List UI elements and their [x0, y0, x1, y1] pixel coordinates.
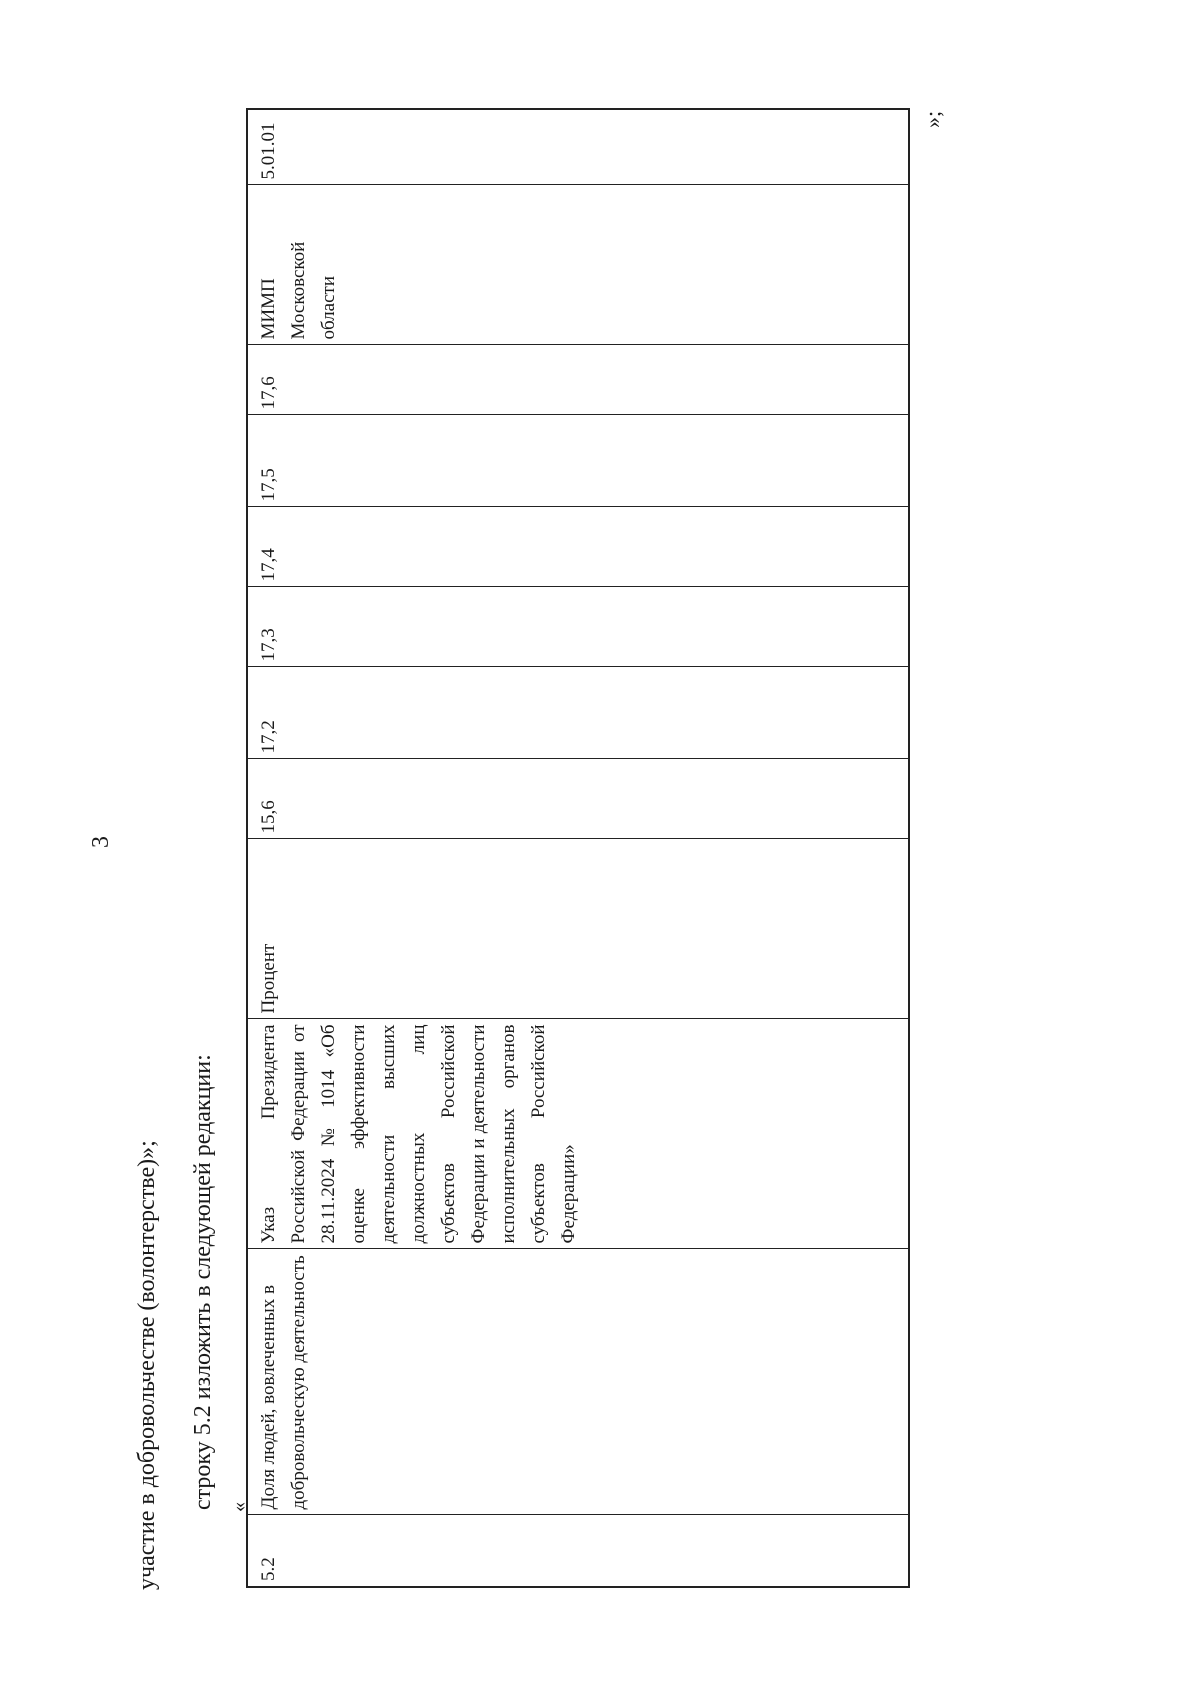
table-row: [247, 109, 909, 1587]
value-cell-1: 15,6: [247, 759, 909, 839]
indicator-table: [246, 108, 910, 1588]
value-cell-6: 17,6: [247, 345, 909, 415]
page-number: 3: [88, 836, 114, 848]
code-cell: 5.01.01: [247, 109, 909, 185]
intro-line-2: строку 5.2 изложить в следующей редакции:: [190, 1054, 216, 1510]
basis-document-cell: Указ Президента Российской Федерации от 28.11.2024 № 1014 «Об оценке эффективности деятельности высших должностных лиц субъектов Российской Федерации и деятельности исполнительных органов субъектов Российской Федерации»: [247, 1019, 909, 1249]
rotated-table-wrapper: [246, 110, 910, 1588]
value-cell-2: 17,2: [247, 667, 909, 759]
value-cell-4: 17,4: [247, 507, 909, 587]
opening-quote: «: [228, 1502, 250, 1512]
value-cell-3: 17,3: [247, 587, 909, 667]
intro-line-1: участие в добровольчестве (волонтерстве)»;: [134, 1140, 160, 1590]
unit-cell: Процент: [247, 839, 909, 1019]
row-number-cell: 5.2: [247, 1515, 909, 1587]
indicator-name-cell: Доля людей, вовлеченных в добровольческую деятельность: [247, 1249, 909, 1515]
value-cell-5: 17,5: [247, 415, 909, 507]
responsible-cell: МИМП Московской области: [247, 185, 909, 345]
closing-quote: »;: [920, 110, 945, 128]
